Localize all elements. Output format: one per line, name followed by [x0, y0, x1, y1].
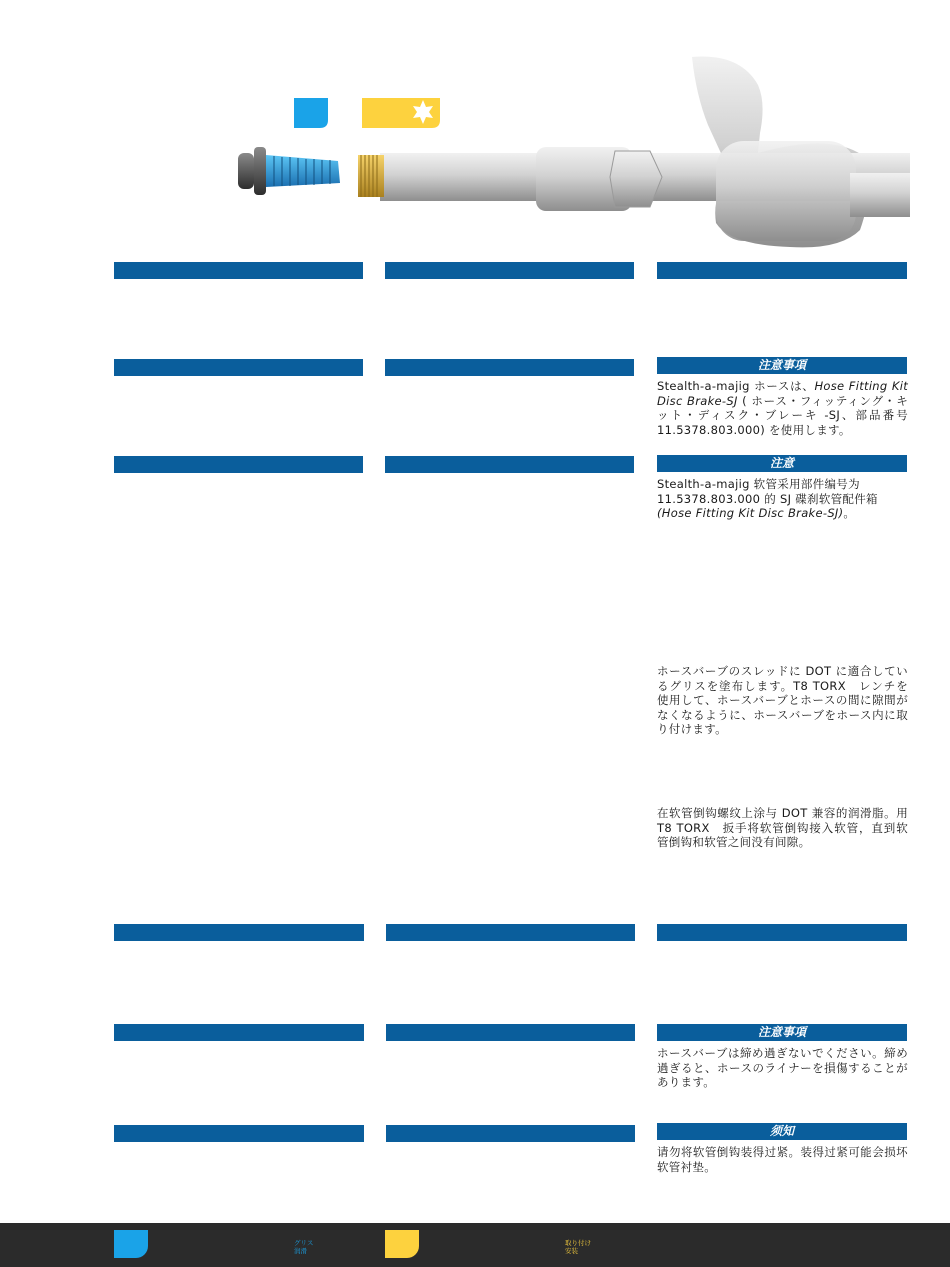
barb-flange: [254, 147, 266, 195]
hose-tail: [850, 173, 910, 217]
section-header-bar: [657, 924, 907, 941]
section-header-bar: [114, 924, 364, 941]
barb-threaded-shaft: [266, 155, 340, 187]
section-header-bar: [657, 262, 907, 279]
step-instruction-zh: 在软管倒钩螺纹上涂与 DOT 兼容的润滑脂。用 T8 TORX 扳手将软管倒钩接入软管，直到软管倒钩和软管之间没有间隙。: [657, 806, 908, 850]
caution-text-ja-part: Stealth-a-majig ホースは、: [657, 379, 815, 393]
caution-text-ja-part: ( ホース・フィッティング・キット・ディスク・ブレーキ -SJ、部品番号 11.5378.803.000) を使用します。: [657, 393, 908, 437]
section-header-bar: [385, 456, 634, 473]
section-header-bar: [385, 262, 634, 279]
footer-legend: [0, 1223, 950, 1267]
caution-text-ja-2: ホースバーブは締め過ぎないでください。締め過ぎると、ホースのライナーを損傷することがあります。: [657, 1046, 908, 1090]
install-legend-label: [565, 1239, 591, 1255]
caution-header-zh-2: [657, 1123, 907, 1140]
hose-assembly-drawing: [230, 55, 910, 255]
caution-title-ja: 注意事項: [757, 358, 806, 372]
grease-label-ja: グリス: [294, 1239, 314, 1247]
caution-title-zh-2: 须知: [769, 1124, 794, 1138]
step-instruction-ja: ホースバーブのスレッドに DOT に適合しているグリスを塗布します。T8 TORX レンチを使用して、ホースバーブとホースの間に隙間がなくなるように、ホースバーブをホース内に取り付けます。: [657, 664, 908, 737]
caution-text-zh-2: 请勿将软管倒钩装得过紧。装得过紧可能会损坏软管衬垫。: [657, 1145, 908, 1174]
caution-title-zh: 注意: [769, 456, 794, 470]
install-label-ja: 取り付け: [565, 1239, 591, 1247]
section-header-bar: [386, 1125, 635, 1142]
section-header-bar: [114, 456, 363, 473]
lever-boss: [716, 141, 856, 241]
caution-header-ja-2: [657, 1024, 907, 1041]
caution-header-zh: [657, 455, 907, 472]
grease-label-zh: 润滑: [294, 1247, 307, 1255]
caution-text-zh-part: 。: [843, 506, 856, 521]
section-header-bar: [114, 1125, 364, 1142]
section-header-bar: [114, 262, 363, 279]
caution-text-zh-part: Stealth-a-majig 软管采用部件编号为 11.5378.803.000 的 SJ 碟刹软管配件箱: [657, 477, 878, 506]
caution-header-ja: [657, 357, 907, 374]
grease-legend-icon: [114, 1230, 148, 1258]
section-header-bar: [386, 924, 635, 941]
section-header-bar: [386, 1024, 635, 1041]
caution-text-zh: [657, 477, 897, 521]
caution-text-ja: [657, 379, 908, 437]
grease-square-icon: [294, 98, 328, 128]
gold-threaded-insert: [358, 155, 384, 197]
grease-legend-label: [294, 1239, 313, 1255]
hose-barb-illustration: [230, 55, 910, 255]
torx-install-icon: [362, 98, 440, 128]
section-header-bar: [114, 359, 363, 376]
section-header-bar: [114, 1024, 364, 1041]
barb-head: [238, 153, 254, 189]
kit-name-ja: Hose Fitting Kit Disc Brake-SJ: [657, 379, 908, 408]
caution-title-ja-2: 注意事項: [757, 1025, 806, 1039]
section-header-bar: [385, 359, 634, 376]
kit-name-zh: (Hose Fitting Kit Disc Brake-SJ): [657, 506, 844, 521]
install-label-zh: 安装: [565, 1247, 578, 1255]
install-legend-icon: [385, 1230, 419, 1258]
